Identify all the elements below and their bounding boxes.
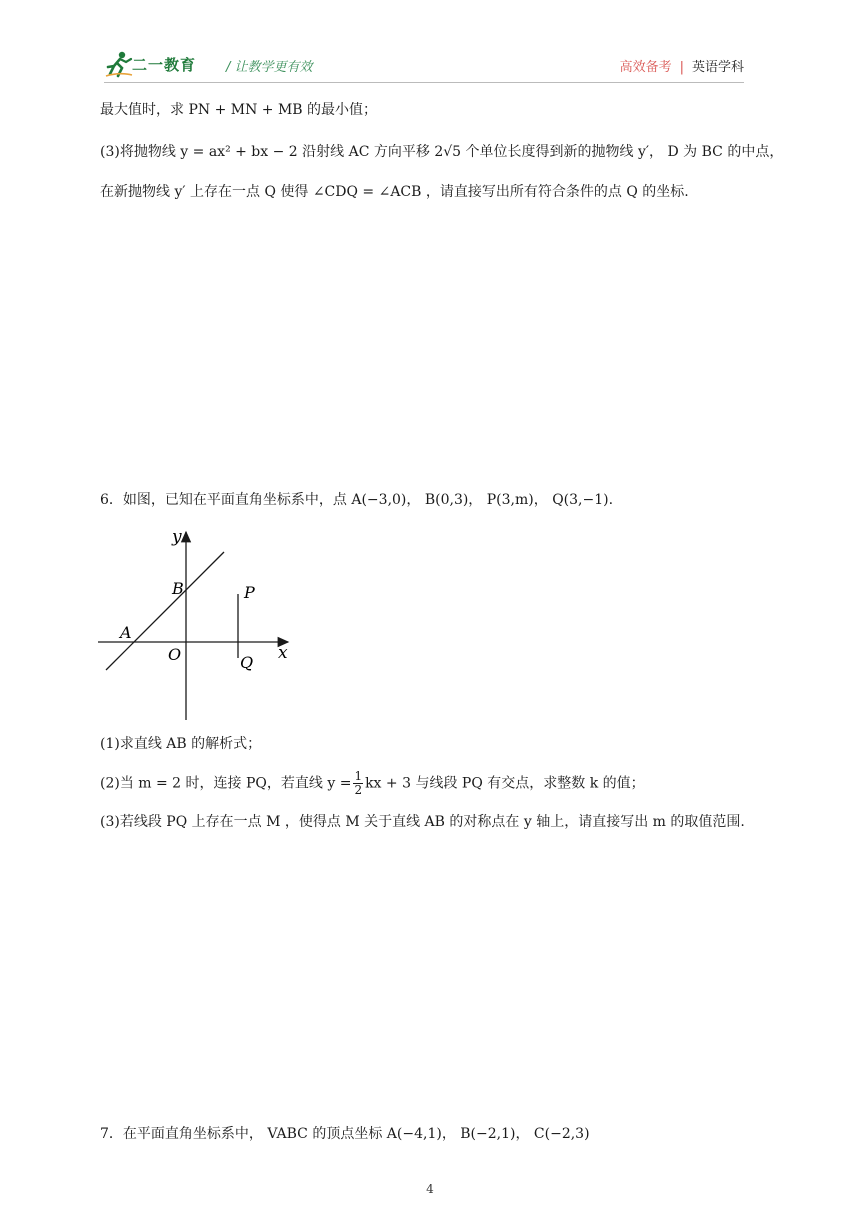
tag-subject: 英语学科 [691,60,744,75]
fraction [353,770,363,797]
label-a: A [120,623,132,642]
slogan: / 让教学更有效 [226,60,313,75]
label-p: P [244,583,255,602]
tag-separator: | [679,60,684,75]
q5-part3-line-1: (3)将抛物线 y = ax² + bx − 2 沿射线 AC 方向平移 2√5 个单位长度得到新的抛物线 y′， D 为 BC 的中点， [100,144,784,160]
q7-stem: 7．在平面直角坐标系中， VABC 的顶点坐标 A(−4,1)， B(−2,1)， C(−2,3) [100,1126,590,1142]
line-ab [106,552,224,670]
header-tags [620,56,744,75]
label-x: x [278,643,288,663]
label-q: Q [240,653,254,672]
logo-text: 二一教育 [132,56,197,74]
label-y: y [172,527,182,547]
fraction-denominator: 2 [354,783,363,797]
label-b: B [172,579,184,598]
q6-figure [96,526,296,722]
coordinate-diagram [96,526,296,722]
runner-logo-icon [104,50,134,78]
fraction-numerator: 1 [354,769,363,783]
logo [104,50,224,78]
q6-part-3: (3)若线段 PQ 上存在一点 M ，使得点 M 关于直线 AB 的对称点在 y 轴上，请直接写出 m 的取值范围. [100,814,745,830]
q5-part3-line-2: 在新抛物线 y′ 上存在一点 Q 使得 ∠CDQ = ∠ACB ，请直接写出所有符合条件的点 Q 的坐标. [100,184,689,200]
q5-line-1: 最大值时，求 PN + MN + MB 的最小值； [100,102,378,118]
q6-part-2-suffix: kx + 3 与线段 PQ 有交点，求整数 k 的值； [365,775,645,792]
q6-part-2 [100,770,645,810]
tag-exam-prep: 高效备考 [619,60,672,75]
page-header [104,50,744,80]
q6-part-2-prefix: (2)当 m = 2 时，连接 PQ，若直线 y = [100,775,352,792]
q6-stem: 6．如图，已知在平面直角坐标系中，点 A(−3,0)， B(0,3)， P(3,m)， Q(3,−1). [100,492,614,508]
header-divider [104,82,744,83]
q6-part-1: (1)求直线 AB 的解析式； [100,736,262,752]
label-o: O [168,645,182,664]
page-number: 4 [426,1182,434,1196]
